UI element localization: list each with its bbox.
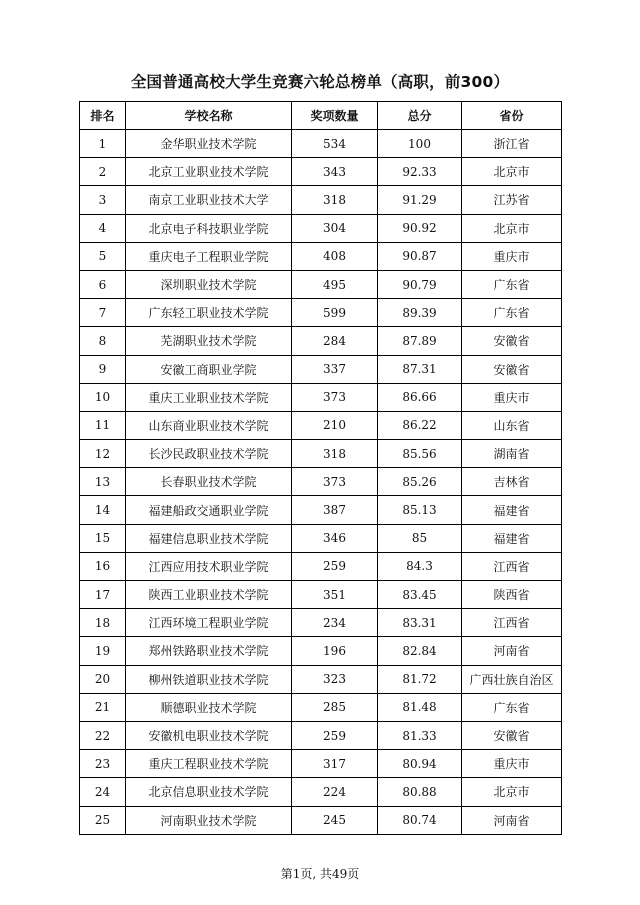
rank-cell: 23 — [80, 750, 126, 778]
award-count-cell: 373 — [292, 383, 378, 411]
award-count-cell: 351 — [292, 581, 378, 609]
award-count-cell: 234 — [292, 609, 378, 637]
page-footer: 第1页, 共49页 — [280, 867, 360, 881]
province-cell: 江西省 — [462, 552, 562, 580]
province-cell: 北京市 — [462, 778, 562, 806]
rank-cell: 25 — [80, 806, 126, 834]
rank-cell: 15 — [80, 524, 126, 552]
rank-cell: 1 — [80, 130, 126, 158]
award-count-cell: 285 — [292, 693, 378, 721]
total-score-cell: 81.33 — [378, 721, 462, 749]
province-cell: 安徽省 — [462, 327, 562, 355]
award-count-cell: 408 — [292, 242, 378, 270]
school-name-cell: 陕西工业职业技术学院 — [126, 581, 292, 609]
total-score-cell: 85 — [378, 524, 462, 552]
rank-cell: 2 — [80, 158, 126, 186]
table-header-row — [80, 102, 562, 130]
table-row — [80, 214, 562, 242]
table-row — [80, 693, 562, 721]
school-name-cell: 山东商业职业技术学院 — [126, 411, 292, 439]
rank-cell: 10 — [80, 383, 126, 411]
province-cell: 河南省 — [462, 806, 562, 834]
school-name-cell: 北京电子科技职业学院 — [126, 214, 292, 242]
total-score-cell: 91.29 — [378, 186, 462, 214]
school-name-cell: 广东轻工职业技术学院 — [126, 299, 292, 327]
award-count-cell: 346 — [292, 524, 378, 552]
table-row — [80, 750, 562, 778]
school-name-cell: 江西环境工程职业学院 — [126, 609, 292, 637]
rank-cell: 20 — [80, 665, 126, 693]
school-name-cell: 江西应用技术职业学院 — [126, 552, 292, 580]
province-cell: 广西壮族自治区 — [462, 665, 562, 693]
award-count-cell: 284 — [292, 327, 378, 355]
page-title: 全国普通高校大学生竞赛六轮总榜单（高职，前300） — [130, 73, 510, 91]
award-count-cell: 210 — [292, 411, 378, 439]
header-province: 省份 — [462, 102, 562, 130]
total-score-cell: 92.33 — [378, 158, 462, 186]
award-count-cell: 343 — [292, 158, 378, 186]
total-score-cell: 87.89 — [378, 327, 462, 355]
school-name-cell: 重庆电子工程职业学院 — [126, 242, 292, 270]
award-count-cell: 304 — [292, 214, 378, 242]
table-row — [80, 581, 562, 609]
table-row — [80, 440, 562, 468]
rank-cell: 9 — [80, 355, 126, 383]
school-name-cell: 河南职业技术学院 — [126, 806, 292, 834]
award-count-cell: 318 — [292, 440, 378, 468]
rank-cell: 13 — [80, 468, 126, 496]
school-name-cell: 南京工业职业技术大学 — [126, 186, 292, 214]
school-name-cell: 芜湖职业技术学院 — [126, 327, 292, 355]
table-row — [80, 130, 562, 158]
total-score-cell: 81.48 — [378, 693, 462, 721]
rank-cell: 24 — [80, 778, 126, 806]
school-name-cell: 安徽机电职业技术学院 — [126, 721, 292, 749]
province-cell: 湖南省 — [462, 440, 562, 468]
province-cell: 广东省 — [462, 299, 562, 327]
table-row — [80, 270, 562, 298]
rank-cell: 18 — [80, 609, 126, 637]
award-count-cell: 534 — [292, 130, 378, 158]
school-name-cell: 柳州铁道职业技术学院 — [126, 665, 292, 693]
total-score-cell: 87.31 — [378, 355, 462, 383]
rank-cell: 11 — [80, 411, 126, 439]
province-cell: 福建省 — [462, 496, 562, 524]
total-score-cell: 90.79 — [378, 270, 462, 298]
province-cell: 北京市 — [462, 214, 562, 242]
table-row — [80, 496, 562, 524]
rank-cell: 12 — [80, 440, 126, 468]
school-name-cell: 深圳职业技术学院 — [126, 270, 292, 298]
table-row — [80, 721, 562, 749]
total-score-cell: 82.84 — [378, 637, 462, 665]
total-score-cell: 86.66 — [378, 383, 462, 411]
province-cell: 吉林省 — [462, 468, 562, 496]
total-score-cell: 85.56 — [378, 440, 462, 468]
province-cell: 江苏省 — [462, 186, 562, 214]
total-score-cell: 83.45 — [378, 581, 462, 609]
award-count-cell: 259 — [292, 721, 378, 749]
award-count-cell: 318 — [292, 186, 378, 214]
award-count-cell: 224 — [292, 778, 378, 806]
header-score: 总分 — [378, 102, 462, 130]
award-count-cell: 196 — [292, 637, 378, 665]
total-score-cell: 89.39 — [378, 299, 462, 327]
rank-cell: 4 — [80, 214, 126, 242]
province-cell: 重庆市 — [462, 750, 562, 778]
table-row — [80, 609, 562, 637]
rank-cell: 21 — [80, 693, 126, 721]
rank-cell: 19 — [80, 637, 126, 665]
school-name-cell: 福建船政交通职业学院 — [126, 496, 292, 524]
school-name-cell: 重庆工业职业技术学院 — [126, 383, 292, 411]
total-score-cell: 90.92 — [378, 214, 462, 242]
province-cell: 福建省 — [462, 524, 562, 552]
school-name-cell: 重庆工程职业技术学院 — [126, 750, 292, 778]
total-score-cell: 85.26 — [378, 468, 462, 496]
total-score-cell: 80.94 — [378, 750, 462, 778]
table-row — [80, 355, 562, 383]
rank-cell: 22 — [80, 721, 126, 749]
table-row — [80, 383, 562, 411]
table-row — [80, 524, 562, 552]
province-cell: 重庆市 — [462, 242, 562, 270]
table-row — [80, 327, 562, 355]
table-row — [80, 186, 562, 214]
province-cell: 安徽省 — [462, 355, 562, 383]
header-awards: 奖项数量 — [292, 102, 378, 130]
school-name-cell: 郑州铁路职业技术学院 — [126, 637, 292, 665]
total-score-cell: 84.3 — [378, 552, 462, 580]
rank-cell: 7 — [80, 299, 126, 327]
province-cell: 浙江省 — [462, 130, 562, 158]
rank-cell: 6 — [80, 270, 126, 298]
province-cell: 河南省 — [462, 637, 562, 665]
rank-cell: 8 — [80, 327, 126, 355]
total-score-cell: 100 — [378, 130, 462, 158]
award-count-cell: 259 — [292, 552, 378, 580]
province-cell: 重庆市 — [462, 383, 562, 411]
province-cell: 北京市 — [462, 158, 562, 186]
province-cell: 江西省 — [462, 609, 562, 637]
total-score-cell: 90.87 — [378, 242, 462, 270]
school-name-cell: 安徽工商职业学院 — [126, 355, 292, 383]
header-rank: 排名 — [80, 102, 126, 130]
total-score-cell: 85.13 — [378, 496, 462, 524]
rank-cell: 14 — [80, 496, 126, 524]
table-row — [80, 552, 562, 580]
total-score-cell: 80.88 — [378, 778, 462, 806]
province-cell: 广东省 — [462, 693, 562, 721]
school-name-cell: 福建信息职业技术学院 — [126, 524, 292, 552]
table-row — [80, 242, 562, 270]
table-row — [80, 778, 562, 806]
table-row — [80, 637, 562, 665]
table-row — [80, 158, 562, 186]
award-count-cell: 323 — [292, 665, 378, 693]
province-cell: 陕西省 — [462, 581, 562, 609]
rank-cell: 5 — [80, 242, 126, 270]
award-count-cell: 495 — [292, 270, 378, 298]
header-school: 学校名称 — [126, 102, 292, 130]
rank-cell: 3 — [80, 186, 126, 214]
table-body — [80, 130, 562, 835]
table-row — [80, 299, 562, 327]
total-score-cell: 86.22 — [378, 411, 462, 439]
school-name-cell: 北京信息职业技术学院 — [126, 778, 292, 806]
rank-cell: 17 — [80, 581, 126, 609]
school-name-cell: 长沙民政职业技术学院 — [126, 440, 292, 468]
table-row — [80, 665, 562, 693]
total-score-cell: 81.72 — [378, 665, 462, 693]
school-name-cell: 北京工业职业技术学院 — [126, 158, 292, 186]
province-cell: 安徽省 — [462, 721, 562, 749]
total-score-cell: 80.74 — [378, 806, 462, 834]
ranking-table — [79, 101, 562, 835]
award-count-cell: 337 — [292, 355, 378, 383]
award-count-cell: 245 — [292, 806, 378, 834]
school-name-cell: 金华职业技术学院 — [126, 130, 292, 158]
award-count-cell: 387 — [292, 496, 378, 524]
province-cell: 山东省 — [462, 411, 562, 439]
rank-cell: 16 — [80, 552, 126, 580]
table-row — [80, 468, 562, 496]
award-count-cell: 373 — [292, 468, 378, 496]
school-name-cell: 顺德职业技术学院 — [126, 693, 292, 721]
school-name-cell: 长春职业技术学院 — [126, 468, 292, 496]
table-row — [80, 806, 562, 834]
award-count-cell: 317 — [292, 750, 378, 778]
table-row — [80, 411, 562, 439]
total-score-cell: 83.31 — [378, 609, 462, 637]
province-cell: 广东省 — [462, 270, 562, 298]
award-count-cell: 599 — [292, 299, 378, 327]
